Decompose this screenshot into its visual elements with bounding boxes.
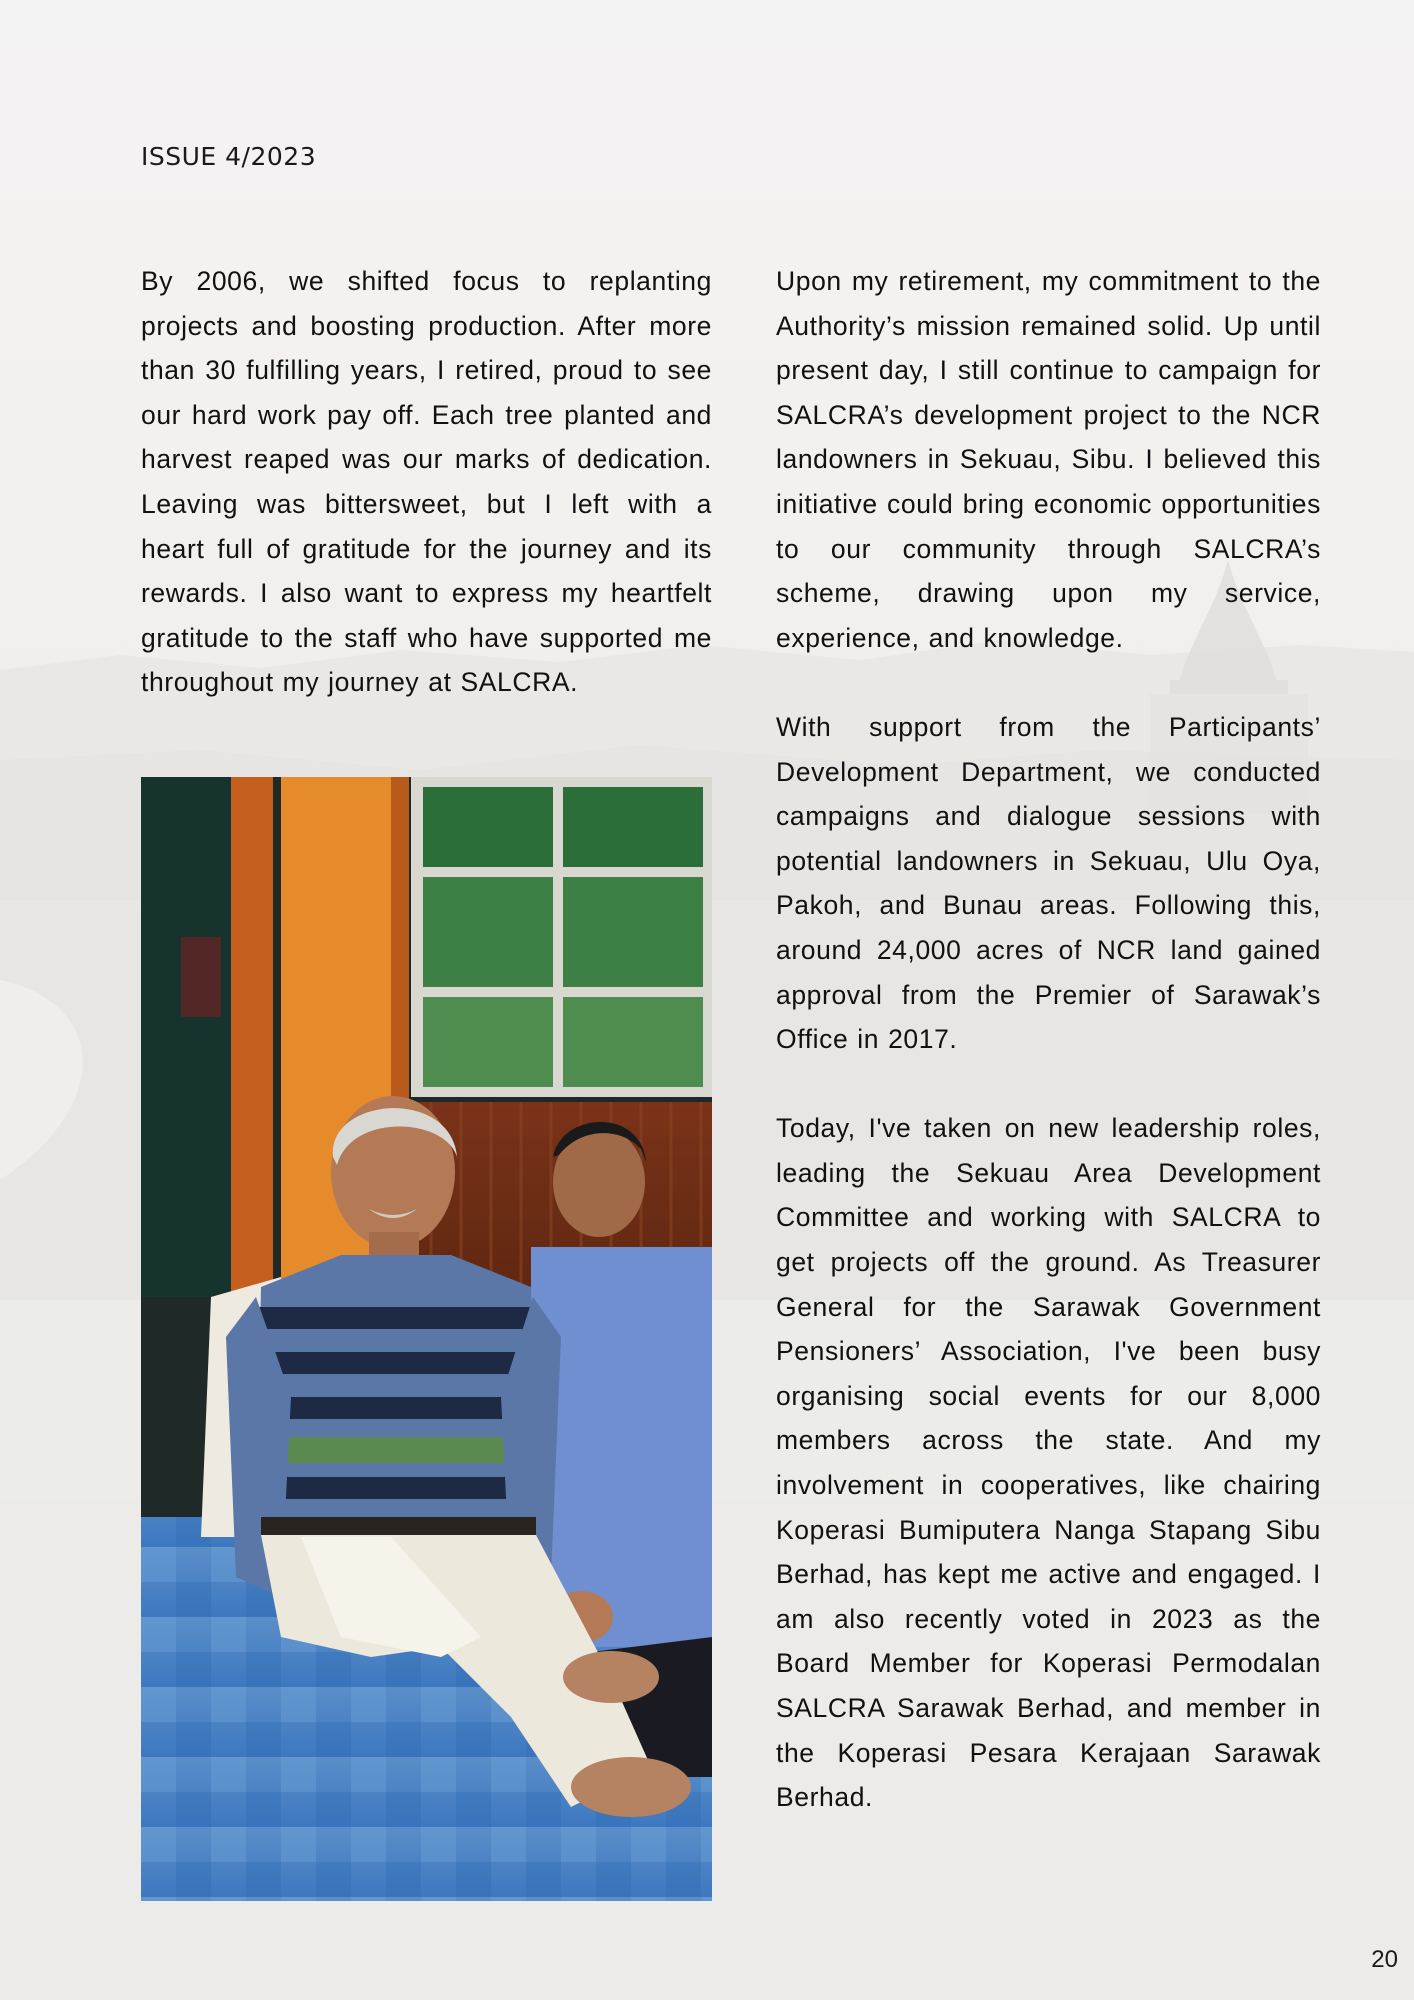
paragraph-right-2: With support from the Participants’ Development Department, we conducted campaigns and dialogue sessions with potential landowners in Sekuau, Ulu Oya, Pakoh, and Bunau areas. Following this, around 24,000 acres of NCR land gained approval from the Premier of Sarawak’s Office in 2017. <box>776 711 1321 1055</box>
paragraph-left-1: By 2006, we shifted focus to replanting projects and boosting production. After more than 30 fulfilling years, I retired, proud to see our hard work pay off. Each tree planted and harvest reaped was our marks of dedication. Leaving was bittersweet, but I left with a heart full of gratitude for the journey and its rewards. I also want to express my heartfelt gratitude to the staff who have supported me throughout my journey at SALCRA. <box>141 266 712 698</box>
article-photo <box>141 777 712 1901</box>
photo-men-seated-on-floor <box>141 777 712 1901</box>
right-column <box>776 259 1321 1820</box>
paragraph-right-1: Upon my retirement, my commitment to the Authority’s mission remained solid. Up until present day, I still continue to campaign for SALCRA’s development project to the NCR landowners in Sekuau, Sibu. I believed this initiative could bring economic opportunities to our community through SALCRA’s scheme, drawing upon my service, experience, and knowledge. <box>776 266 1321 653</box>
paragraph-right-3: Today, I've taken on new leadership roles, leading the Sekuau Area Development Committee and working with SALCRA to get projects off the ground. As Treasurer General for the Sarawak Government Pensioners’ Association, I've been busy organising social events for our 8,000 members across the state. And my involvement in cooperatives, like chairing Koperasi Bumiputera Nanga Stapang Sibu Berhad, has kept me active and engaged. I am also recently voted in 2023 as the Board Member for Koperasi Permodalan SALCRA Sarawak Berhad, and member in the Koperasi Pesara Kerajaan Sarawak Berhad. <box>776 1113 1321 1813</box>
page-number: 20 <box>1371 1946 1398 1973</box>
left-column <box>141 259 712 705</box>
issue-label: ISSUE 4/2023 <box>141 142 317 171</box>
